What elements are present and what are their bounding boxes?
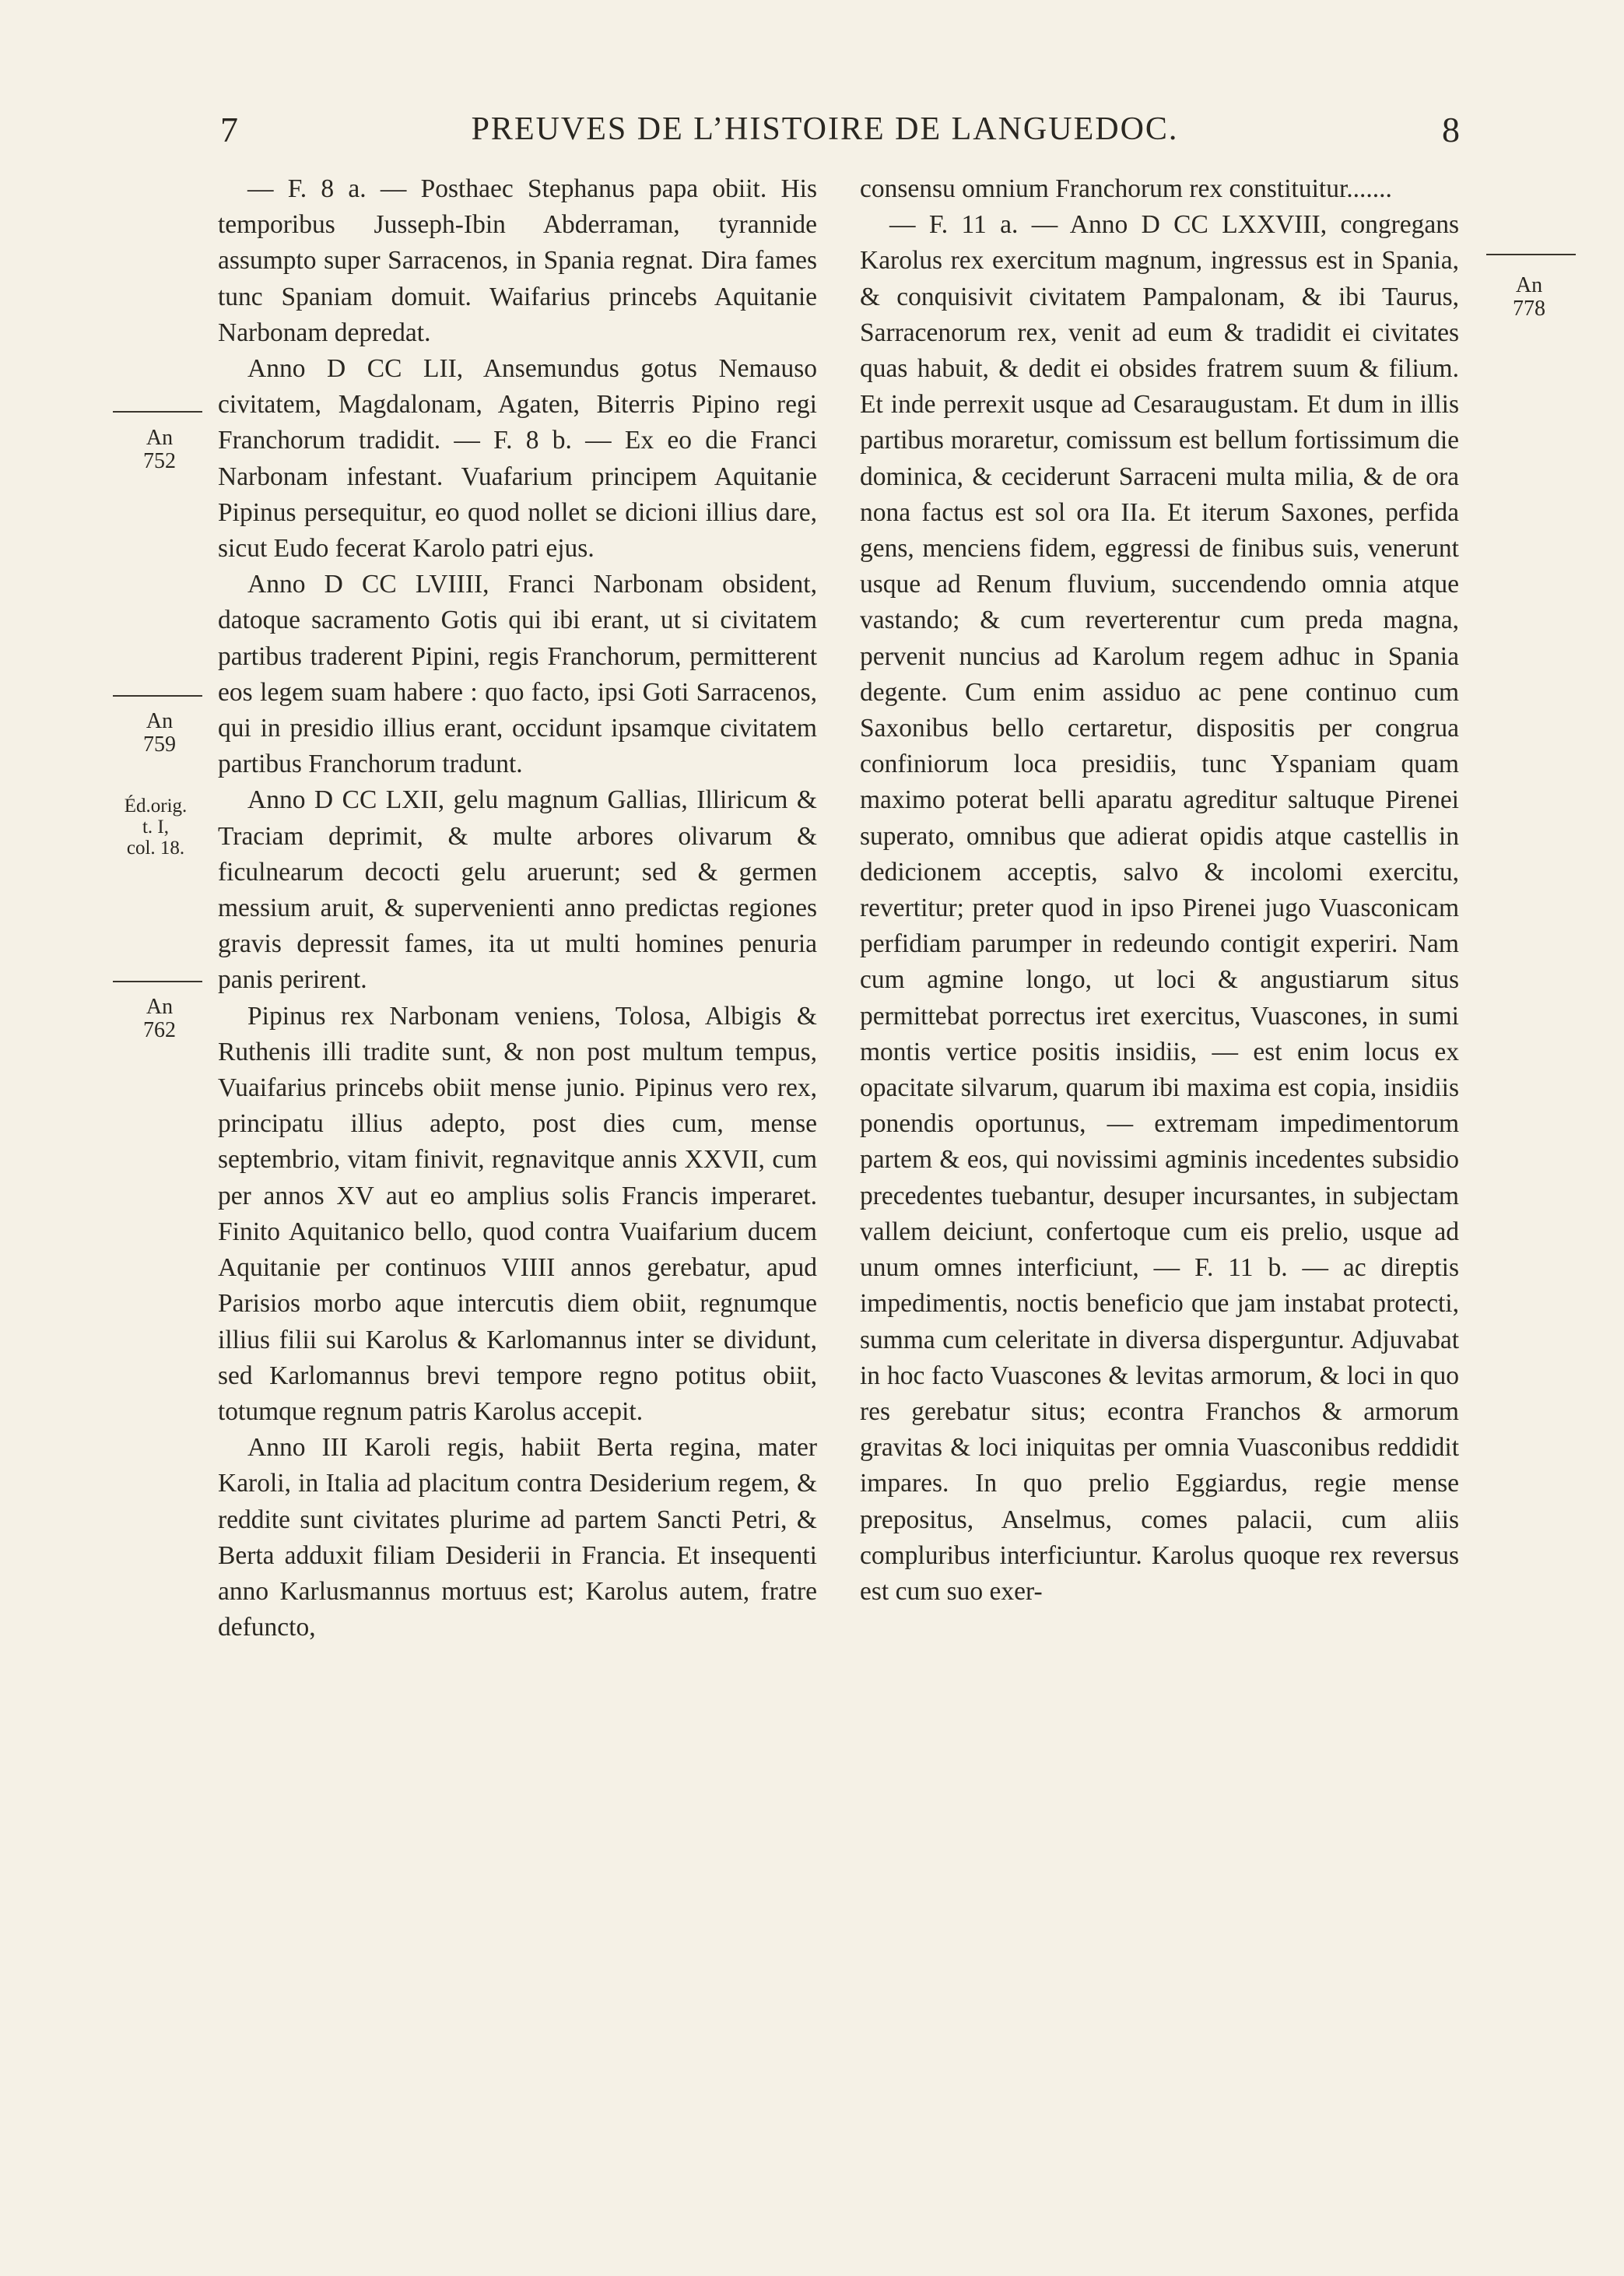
page-number-left: 7 [220,110,238,149]
margin-note-year: 778 [1513,297,1545,321]
paragraph: Anno D CC LXII, gelu magnum Gallias, Illiricum & Traciam deprimit, & multe arbores olivarum & ficulnearum decocti gelu aruerunt; sed & germen messium aruit, & supervenienti anno predictas regiones gravis depressit fames, ita ut multi homines penuria panis perirent. [218,785,817,995]
paragraph: Anno D CC LII, Ansemundus gotus Nemauso civitatem, Magdalonam, Agaten, Biterris Pipino regi Franchorum tradidit. — F. 8 b. — Ex eo die Franci Narbonam infestant. Vuafarium principem Aquitanie Pipinus persequitur, eo quod nollet se dicioni illius dare, sicut Eudo fecerat Karolo patri ejus. [218,354,817,564]
margin-note-ed-orig [109,796,202,859]
paragraph: Pipinus rex Narbonam veniens, Tolosa, Albigis & Ruthenis illi tradite sunt, & non post multum tempus, Vuaifarius princebs obiit mense junio. Pipinus vero rex, principatu illius adepto, post dies cum, mense septembrio, vitam finivit, regnavitque annis XXVII, cum per annos XV aut eo amplius solis Francis imperaret. Finito Aquitanico bello, quod contra Vuaifarium ducem Aquitanie per continuos VIIII annos gerebatur, apud Parisios morbo aque intercutis diem obiit, regnumque illius filii sui Karolus & Karlomannus inter se dividunt, sed Karlomannus brevi tempore regno potitus obiit, totumque regnum patris Karolus accepit. [218,1001,817,1426]
ed-orig-tome: t. I, [142,817,170,838]
margin-note-an-778 [1482,274,1576,321]
left-column [218,171,817,1646]
paragraph: Anno III Karoli regis, habiit Berta regina, mater Karoli, in Italia ad placitum contra Desiderium regem, & reddite sunt civitates plurime ad partem Sancti Petri, & Berta adduxit filiam Desiderii in Francia. Et insequenti anno Karlusmannus mortuus est; Karolus autem, fratre defuncto, [218,1433,817,1642]
margin-note-label: An [146,995,174,1019]
ed-orig-label: Éd.orig. [124,796,188,817]
margin-rule [113,695,202,697]
margin-note-label: An [146,709,174,733]
margin-note-an-759 [113,710,206,757]
margin-note-an-752 [113,427,206,473]
margin-note-year: 752 [143,449,176,473]
margin-note-year: 762 [143,1018,176,1042]
paragraph: — F. 8 a. — Posthaec Stephanus papa obiit. His temporibus Jusseph-Ibin Abderraman, tyrannide assumpto super Sarracenos, in Spania regnat. Dira fames tunc Spaniam domuit. Waifarius princebs Aquitanie Narbonam depredat. [218,174,817,347]
margin-note-label: An [1515,273,1543,297]
margin-rule [113,981,202,982]
margin-note-year: 759 [143,732,176,757]
paragraph: — F. 11 a. — Anno D CC LXXVIII, congregans Karolus rex exercitum magnum, ingressus est in Spania, & conquisivit civitatem Pampalonam, & ibi Taurus, Sarracenorum rex, venit ad eum & tradidit ei civitates quas habuit, & dedit ei obsides fratrem suum & filium. Et inde perrexit usque ad Cesaraugustam. Et dum in illis partibus moraretur, comissum est bellum fortissimum die dominica, & ceciderunt Sarraceni multa milia, & de ora nona factus est sol ora IIa. Et iterum Saxones, perfida gens, menciens fidem, eggressi de finibus suis, venerunt usque ad Renum fluvium, succendendo omnia atque vastando; & cum reverterentur cum preda magna, pervenit nuncius ad Karolum regem adhuc in Spania degente. Cum enim assiduo ac pene continuo cum Saxonibus bello certaretur, dispositis per congrua confiniorum loca presidiis, tunc Yspaniam quam maximo poterat belli aparatu agreditur saltuque Pirenei superato, omnibus que adierat opidis atque castellis in dedicionem acceptis, salvo & incolomi exercitu, revertitur; preter quod in ipso Pirenei jugo Vuasconicam perfidiam parumper in redeundo contigit experiri. Nam cum agmine longo, ut loci & angustiarum situs permittebat porrectus iret exercitus, Vuascones, in sumi montis vertice positis insidiis, — est enim locus ex opacitate silvarum, quarum ibi maxima est copia, insidiis ponendis oportunus, — extremam impedimentorum partem & eos, qui novissimi agminis incedentes subsidio precedentes tuebantur, desuper incursantes, in subjectam vallem deiciunt, confertoque cum eis prelio, usque ad unum omnes interficiunt, — F. 11 b. — ac direptis impedimentis, noctis beneficio que jam instabat protecti, summa cum celeritate in diversa disperguntur. Adjuvabat in hoc facto Vuascones & levitas armorum, & loci in quo res gerebatur situs; econtra Franchos & armorum gravitas & loci iniquitas per omnia Vuasconibus reddidit impares. In quo prelio Eggiardus, regie mense prepositus, Anselmus, comes palacii, cum aliis compluribus interficiuntur. Karolus quoque rex reversus est cum suo exer- [860,210,1459,1606]
ed-orig-col: col. 18. [126,838,185,859]
running-title: PREUVES DE L’HISTOIRE DE LANGUEDOC. [471,111,1179,147]
page-number-right: 8 [1442,110,1460,149]
margin-rule [1486,254,1576,255]
paragraph: Anno D CC LVIIII, Franci Narbonam obsident, datoque sacramento Gotis qui ibi erant, ut si civitatem partibus traderent Pipini, regis Franchorum, permitterent eos legem suam habere : quo facto, ipsi Goti Sarracenos, qui in presidio illius erant, occidunt ipsamque civitatem partibus Franchorum tradunt. [218,570,817,779]
right-column [860,171,1459,1610]
margin-rule [113,411,202,413]
paragraph: consensu omnium Franchorum rex constituitur....... [860,174,1392,203]
margin-note-label: An [146,426,174,450]
margin-note-an-762 [113,996,206,1042]
